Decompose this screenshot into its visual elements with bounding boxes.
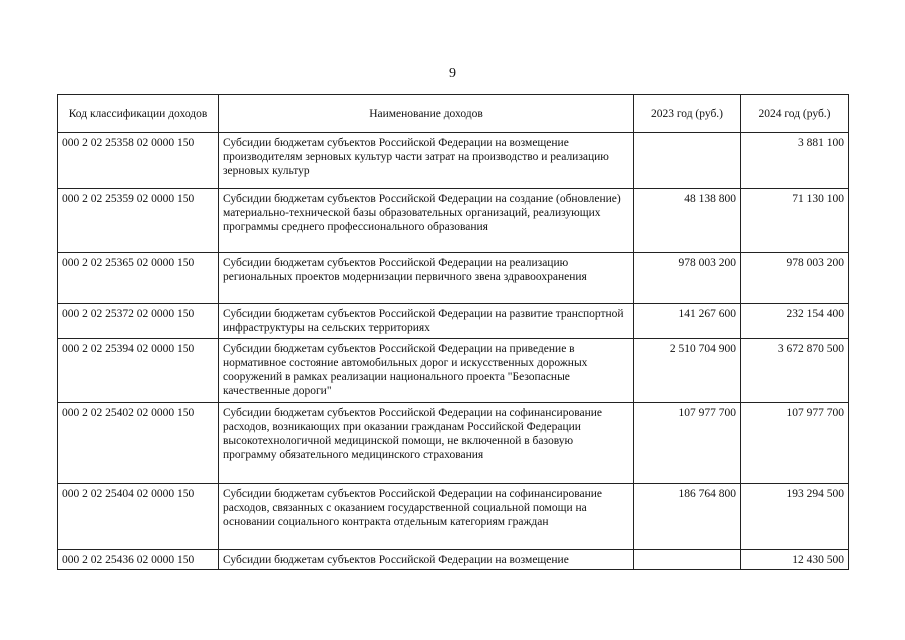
row-value-2024: 12 430 500	[741, 550, 849, 570]
row-code: 000 2 02 25402 02 0000 150	[58, 403, 219, 484]
header-2024: 2024 год (руб.)	[741, 95, 849, 133]
row-name: Субсидии бюджетам субъектов Российской Федерации на реализацию региональных проектов модернизации первичного звена здравоохранения	[219, 253, 634, 304]
row-code: 000 2 02 25365 02 0000 150	[58, 253, 219, 304]
row-name: Субсидии бюджетам субъектов Российской Федерации на развитие транспортной инфраструктуры на сельских территориях	[219, 304, 634, 339]
row-name: Субсидии бюджетам субъектов Российской Федерации на софинансирование расходов, связанных с оказанием государственной социальной помощи на основании социального контракта отдельным категориям граждан	[219, 484, 634, 550]
revenue-table	[57, 94, 849, 570]
row-value-2024: 193 294 500	[741, 484, 849, 550]
header-2023: 2023 год (руб.)	[634, 95, 741, 133]
row-value-2023: 107 977 700	[634, 403, 741, 484]
row-code: 000 2 02 25358 02 0000 150	[58, 133, 219, 189]
row-value-2023	[634, 133, 741, 189]
row-code: 000 2 02 25436 02 0000 150	[58, 550, 219, 570]
row-value-2023: 978 003 200	[634, 253, 741, 304]
table-row	[58, 133, 849, 189]
row-value-2023: 141 267 600	[634, 304, 741, 339]
row-name: Субсидии бюджетам субъектов Российской Федерации на возмещение	[219, 550, 634, 570]
table-row	[58, 339, 849, 403]
row-value-2023: 186 764 800	[634, 484, 741, 550]
row-code: 000 2 02 25404 02 0000 150	[58, 484, 219, 550]
row-value-2024: 107 977 700	[741, 403, 849, 484]
row-value-2024: 232 154 400	[741, 304, 849, 339]
row-value-2023: 2 510 704 900	[634, 339, 741, 403]
row-code: 000 2 02 25359 02 0000 150	[58, 189, 219, 253]
row-value-2024: 71 130 100	[741, 189, 849, 253]
row-name: Субсидии бюджетам субъектов Российской Федерации на создание (обновление) материально-технической базы образовательных организаций, реализующих программы среднего профессионального образования	[219, 189, 634, 253]
table-row	[58, 189, 849, 253]
row-name: Субсидии бюджетам субъектов Российской Федерации на софинансирование расходов, возникающих при оказании гражданам Российской Федерации высокотехнологичной медицинской помощи, не включенной в базовую программу обязательного медицинского страхования	[219, 403, 634, 484]
table-row	[58, 253, 849, 304]
row-value-2023	[634, 550, 741, 570]
header-row	[58, 95, 849, 133]
row-name: Субсидии бюджетам субъектов Российской Федерации на возмещение производителям зерновых культур части затрат на производство и реализацию зерновых культур	[219, 133, 634, 189]
row-value-2024: 3 672 870 500	[741, 339, 849, 403]
row-value-2024: 978 003 200	[741, 253, 849, 304]
header-code: Код классификации доходов	[58, 95, 219, 133]
row-name: Субсидии бюджетам субъектов Российской Федерации на приведение в нормативное состояние автомобильных дорог и искусственных дорожных сооружений в рамках реализации национального проекта "Безопасные качественные дороги"	[219, 339, 634, 403]
header-name: Наименование доходов	[219, 95, 634, 133]
row-value-2023: 48 138 800	[634, 189, 741, 253]
table-row	[58, 484, 849, 550]
table-row	[58, 550, 849, 570]
row-code: 000 2 02 25394 02 0000 150	[58, 339, 219, 403]
table-row	[58, 304, 849, 339]
table-row	[58, 403, 849, 484]
row-code: 000 2 02 25372 02 0000 150	[58, 304, 219, 339]
page-number: 9	[449, 66, 456, 81]
row-value-2024: 3 881 100	[741, 133, 849, 189]
